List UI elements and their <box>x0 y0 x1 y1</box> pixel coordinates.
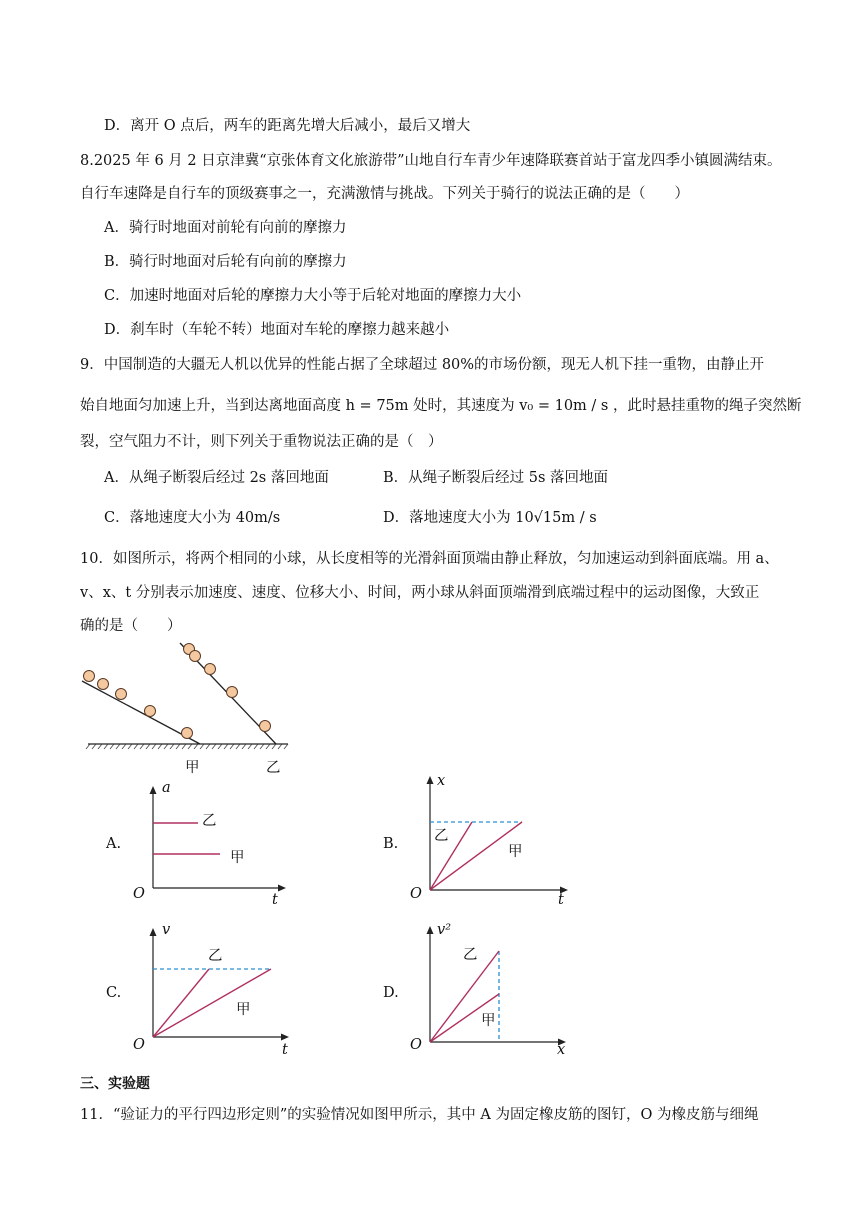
graph-c-origin: O <box>133 1037 145 1053</box>
graph-d-origin: O <box>410 1037 422 1053</box>
graph-c-x-label: t <box>282 1042 288 1058</box>
inclines-figure <box>80 638 300 773</box>
q10-stem-line2: v、x、t 分别表示加速度、速度、位移大小、时间，两小球从斜面顶端滑到底端过程中的运动图像，大致正 <box>80 585 760 601</box>
graph-c-label-yi: 乙 <box>208 948 223 964</box>
graph-b-option-label: B. <box>383 836 399 852</box>
ball <box>190 651 201 662</box>
graph-b-origin: O <box>410 886 422 902</box>
graph-a-x-label: t <box>272 892 278 908</box>
section-title: 三、实验题 <box>80 1076 150 1092</box>
y-axis-arrow <box>427 926 434 934</box>
q10-stem-line3: 确的是（ ） <box>80 618 182 634</box>
q9-stem-line2: 始自地面匀加速上升，当到达离地面高度 h = 75m 处时，其速度为 v₀ = 10m / s ，此时悬挂重物的绳子突然断 <box>80 398 802 414</box>
y-axis-arrow <box>150 786 157 794</box>
ball <box>84 671 95 682</box>
q9-option-b: B．从绳子断裂后经过 5s 落回地面 <box>383 470 609 486</box>
graph-b-label-jia: 甲 <box>508 844 523 860</box>
ball <box>98 679 109 690</box>
incline-label-yi: 乙 <box>266 760 281 776</box>
y-axis-arrow <box>427 776 434 784</box>
q10-stem-line1: 10．如图所示，将两个相同的小球，从长度相等的光滑斜面顶端由静止释放，匀加速运动到斜面底端。用 a、 <box>80 551 779 567</box>
graph-a <box>128 776 298 908</box>
graph-a-option-label: A. <box>106 836 122 852</box>
ball <box>116 689 127 700</box>
graph-c-option-label: C. <box>106 985 122 1001</box>
q11-stem-line1: 11．“验证力的平行四边形定则”的实验情况如图甲所示，其中 A 为固定橡皮筋的图钉，O 为橡皮筋与细绳 <box>80 1107 759 1123</box>
graph-a-y-label: a <box>162 780 171 796</box>
q8-stem-line1: 8.2025 年 6 月 2 日京津冀“京张体育文化旅游带”山地自行车青少年速降联赛首站于富龙四季小镇圆满结束。 <box>80 153 782 169</box>
q8-option-a: A．骑行时地面对前轮有向前的摩擦力 <box>104 220 347 236</box>
ball <box>145 706 156 717</box>
q9-stem-line3: 裂，空气阻力不计，则下列关于重物说法正确的是（ ） <box>80 434 443 450</box>
graph-c <box>128 920 298 1050</box>
ball <box>182 728 193 739</box>
graph-a-label-yi: 乙 <box>202 813 217 829</box>
incline-label-jia: 甲 <box>185 760 200 776</box>
graph-d-x-label: x <box>557 1042 566 1058</box>
ground-hatching <box>86 744 288 749</box>
graph-c-label-jia: 甲 <box>236 1002 251 1018</box>
graph-a-origin: O <box>133 886 145 902</box>
q9-stem-line1: 9．中国制造的大疆无人机以优异的性能占据了全球超过 80%的市场份额，现无人机下挂一重物，由静止开 <box>80 357 765 373</box>
q9-option-c: C．落地速度大小为 40m/s <box>104 510 281 526</box>
graph-c-line-jia <box>153 969 271 1037</box>
graph-d-label-yi: 乙 <box>463 947 478 963</box>
graph-b-y-label: x <box>437 773 446 789</box>
q8-option-d: D．刹车时（车轮不转）地面对车轮的摩擦力越来越小 <box>104 322 450 338</box>
q8-stem-line2: 自行车速降是自行车的顶级赛事之一，充满激情与挑战。下列关于骑行的说法正确的是（ ） <box>80 186 689 202</box>
graph-c-y-label: v <box>162 922 171 938</box>
graph-d-label-jia: 甲 <box>481 1013 496 1029</box>
x-axis-arrow <box>281 1034 289 1041</box>
x-axis-arrow <box>278 885 286 892</box>
ball <box>227 687 238 698</box>
graph-b-label-yi: 乙 <box>434 828 449 844</box>
graph-a-label-jia: 甲 <box>230 850 245 866</box>
q8-option-b: B．骑行时地面对后轮有向前的摩擦力 <box>104 254 347 270</box>
q7-option-d: D．离开 O 点后，两车的距离先增大后减小，最后又增大 <box>104 118 471 134</box>
q9-option-d: D．落地速度大小为 10√15m / s <box>383 510 597 526</box>
graph-d-option-label: D. <box>383 985 399 1001</box>
q9-option-a: A．从绳子断裂后经过 2s 落回地面 <box>104 470 329 486</box>
graph-c-line-yi <box>153 969 209 1037</box>
graph-d-y-label: v² <box>437 922 452 938</box>
graph-b <box>404 770 579 900</box>
y-axis-arrow <box>150 928 157 936</box>
graph-b-x-label: t <box>558 892 564 908</box>
q8-option-c: C．加速时地面对后轮的摩擦力大小等于后轮对地面的摩擦力大小 <box>104 288 522 304</box>
ball <box>260 721 271 732</box>
ball <box>205 664 216 675</box>
